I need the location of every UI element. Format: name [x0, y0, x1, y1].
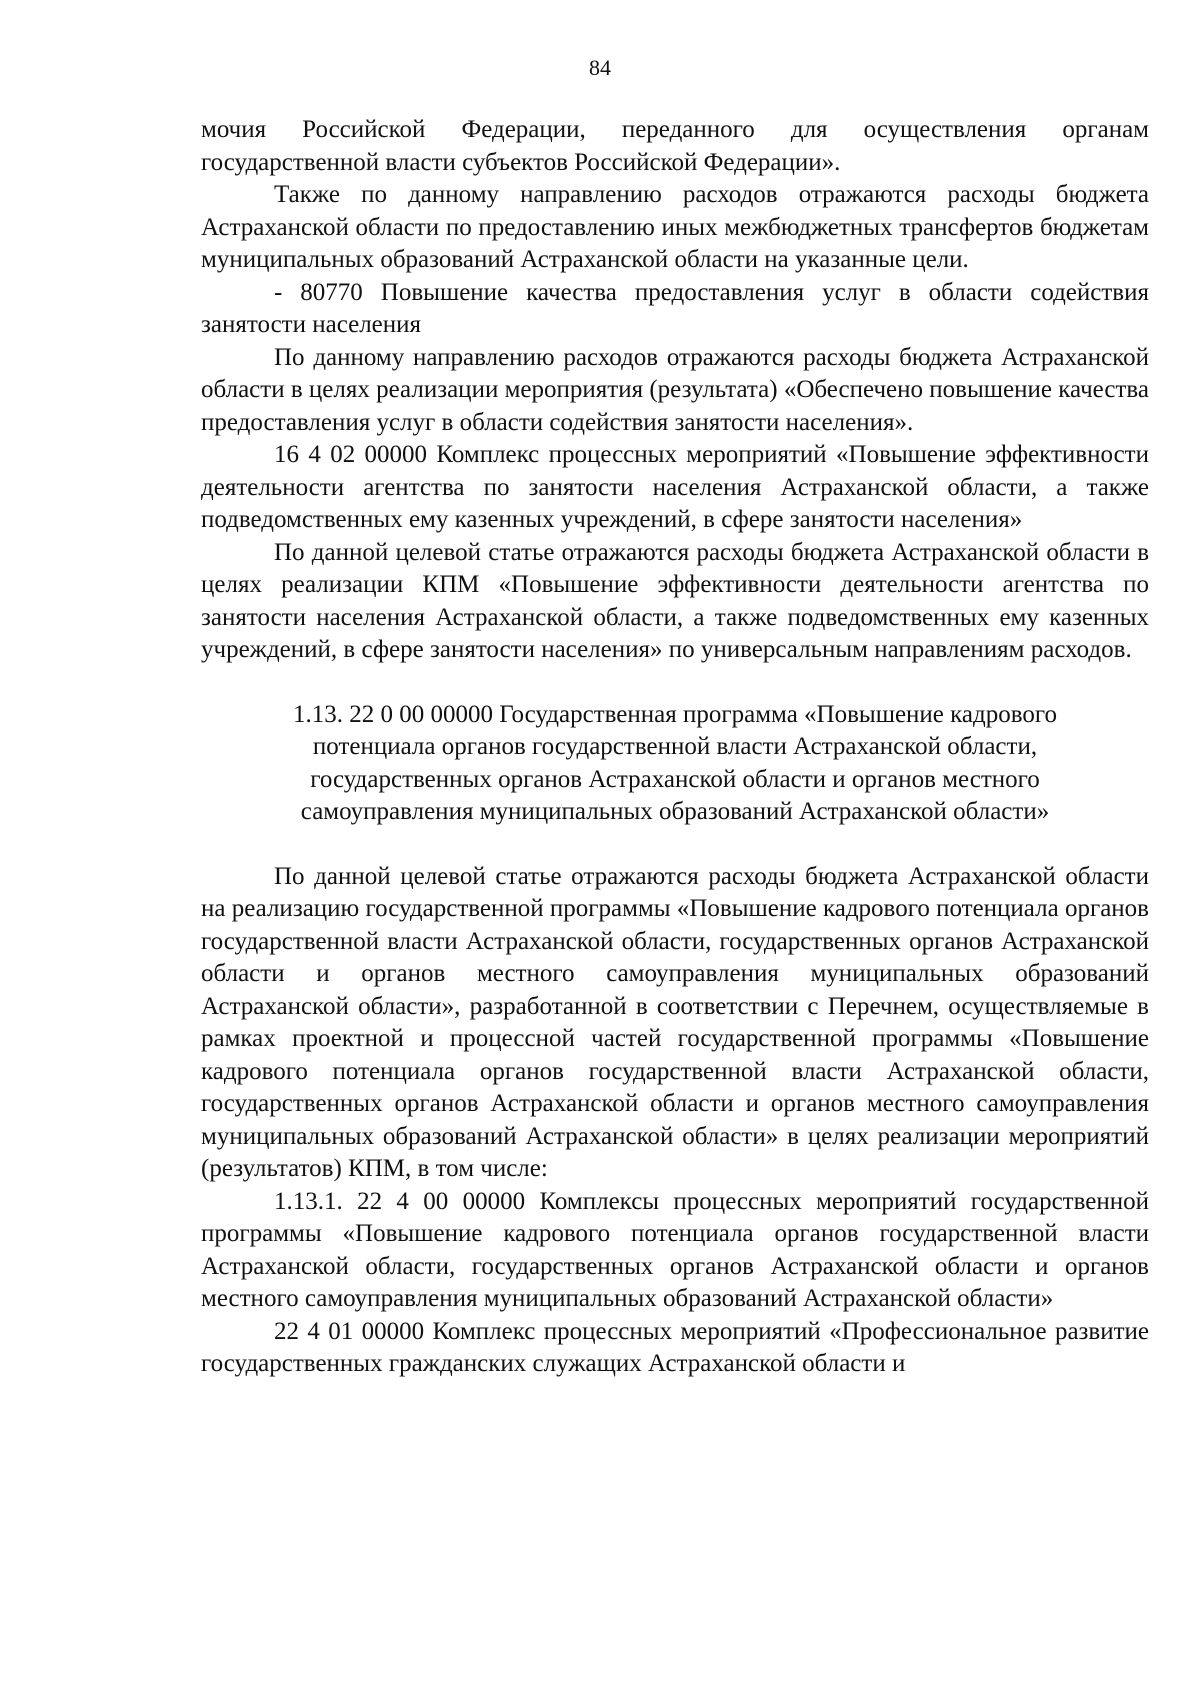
paragraph: 1.13.1. 22 4 00 00000 Комплексы процессных мероприятий государственной программы «Повышение кадрового потенциала органов государственной власти Астраханской области, государственных органов Астраханской области и органов местного самоуправления муниципальных образований Астраханской области» — [201, 1187, 1149, 1312]
section-heading: 1.13. 22 0 00 00000 Государственная программа «Повышение кадрового потенциала органов государственной власти Астраханской области, государственных органов Астраханской области и органов местного самоуправления муниципальных образований Астраханской области» — [292, 700, 1057, 825]
paragraph: По данной целевой статье отражаются расходы бюджета Астраханской области в целях реализации КПМ «Повышение эффективности деятельности агентства по занятости населения Астраханской области, а также подведомственных ему казенных учреждений, в сфере занятости населения» по универсальным направлениям расходов. — [201, 538, 1149, 663]
paragraph: 16 4 02 00000 Комплекс процессных мероприятий «Повышение эффективности деятельности агентства по занятости населения Астраханской области, а также подведомственных ему казенных учреждений, в сфере занятости населения» — [201, 441, 1149, 533]
paragraph: 22 4 01 00000 Комплекс процессных мероприятий «Профессиональное развитие государственных гражданских служащих Астраханской области и — [201, 1317, 1149, 1377]
document-body — [201, 114, 1149, 1381]
paragraph: мочия Российской Федерации, переданного для осуществления органам государственной власти субъектов Российской Федерации». — [201, 116, 1149, 176]
paragraph: По данному направлению расходов отражаются расходы бюджета Астраханской области в целях реализации мероприятия (результата) «Обеспечено повышение качества предоставления услуг в области содействия занятости населения». — [201, 343, 1149, 436]
paragraph: - 80770 Повышение качества предоставления услуг в области содействия занятости населения — [201, 278, 1149, 338]
paragraph: По данной целевой статье отражаются расходы бюджета Астраханской области на реализацию государственной программы «Повышение кадрового потенциала органов государственной власти Астраханской области, государственных органов Астраханской области и органов местного самоуправления муниципальных образований Астраханской области», разработанной в соответствии с Перечнем, осуществляемые в рамках проектной и процессной частей государственной программы «Повышение кадрового потенциала органов государственной власти Астраханской области, государственных органов Астраханской области и органов местного самоуправления муниципальных образований Астраханской области» в целях реализации мероприятий (результатов) КПМ, в том числе: — [201, 862, 1149, 1182]
paragraph: Также по данному направлению расходов отражаются расходы бюджета Астраханской области по предоставлению иных межбюджетных трансфертов бюджетам муниципальных образований Астраханской области на указанные цели. — [201, 181, 1149, 273]
page-number: 84 — [589, 55, 611, 80]
